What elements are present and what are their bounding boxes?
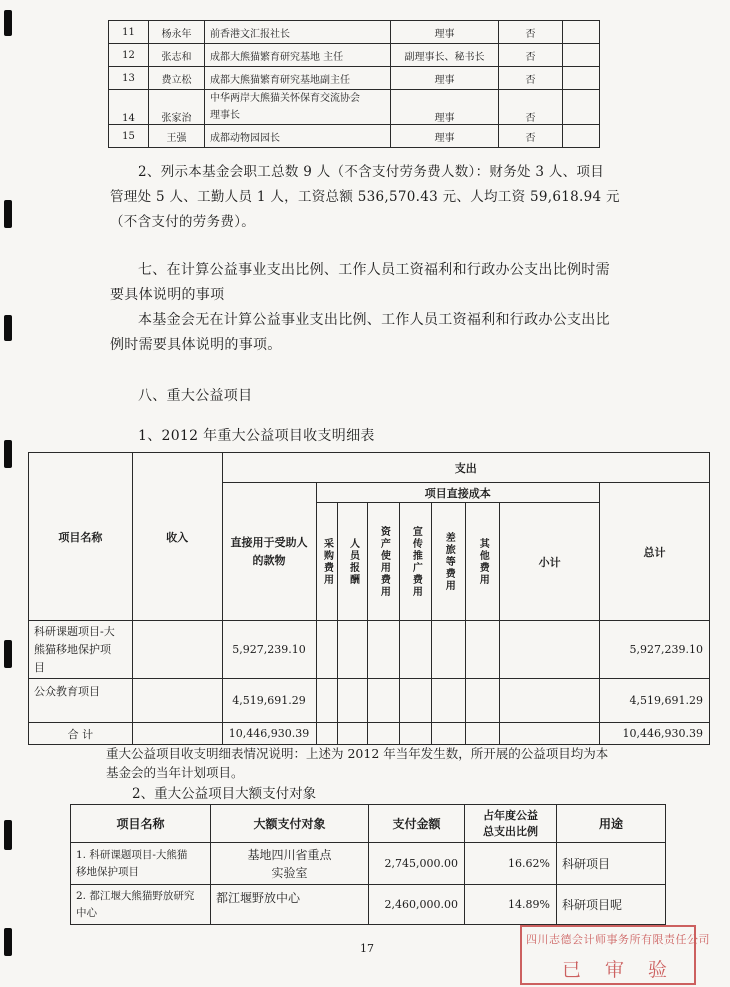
empty-cell bbox=[563, 44, 600, 67]
table-row bbox=[29, 723, 710, 745]
payment-amount: 2,460,000.00 bbox=[369, 885, 465, 925]
name-line: 科研课题项目-大 bbox=[34, 624, 115, 638]
subsection-heading: 2、重大公益项目大额支付对象 bbox=[132, 786, 317, 802]
empty-cell bbox=[432, 679, 466, 723]
project-detail-table bbox=[28, 452, 710, 745]
member-position: 成都大熊猫繁育研究基地副主任 bbox=[205, 67, 391, 90]
name-line: 移地保护项目 bbox=[76, 865, 139, 878]
binding-mark bbox=[4, 200, 12, 228]
section-heading: 七、在计算公益事业支出比例、工作人员工资福利和行政办公支出比例时需 bbox=[138, 262, 610, 278]
direct-amount: 4,519,691.29 bbox=[222, 679, 316, 723]
income-cell bbox=[132, 723, 222, 745]
header-direct: 直接用于受助人的款物 bbox=[222, 483, 316, 621]
page-number: 17 bbox=[360, 942, 374, 955]
header-travel bbox=[432, 503, 466, 621]
income-cell bbox=[132, 621, 222, 679]
payment-table bbox=[70, 804, 666, 925]
empty-cell bbox=[400, 621, 432, 679]
header-target: 大额支付对象 bbox=[211, 805, 369, 843]
empty-cell bbox=[338, 679, 368, 723]
empty-cell bbox=[563, 21, 600, 44]
section-heading: 八、重大公益项目 bbox=[138, 388, 253, 404]
name-line: 2. 都江堰大熊猫野放研究 bbox=[76, 889, 195, 902]
table-row bbox=[29, 453, 710, 483]
table-row bbox=[29, 621, 710, 679]
member-role: 理事 bbox=[391, 90, 499, 125]
header-project: 项目名称 bbox=[71, 805, 211, 843]
empty-cell bbox=[368, 679, 400, 723]
sum-direct: 10,446,930.39 bbox=[222, 723, 316, 745]
header-text: 采购费用 bbox=[321, 537, 333, 586]
empty-cell bbox=[316, 723, 338, 745]
sum-label: 合 计 bbox=[29, 723, 133, 745]
audit-stamp bbox=[520, 925, 710, 985]
header-total: 总计 bbox=[599, 483, 709, 621]
header-line: 总支出比例 bbox=[483, 824, 538, 838]
text-line: 管理处 5 人、工勤人员 1 人，工资总额 536,570.43 元、人均工资 59,618.94 元 bbox=[110, 189, 620, 205]
empty-cell bbox=[500, 679, 600, 723]
empty-cell bbox=[316, 621, 338, 679]
payment-use: 科研项目呢 bbox=[557, 885, 666, 925]
table-row bbox=[29, 679, 710, 723]
note-line: 重大公益项目收支明细表情况说明：上述为 2012 年当年发生数，所开展的公益项目均为本 bbox=[106, 746, 609, 761]
target-line: 基地四川省重点 bbox=[247, 847, 332, 862]
income-cell bbox=[132, 679, 222, 723]
header-expense: 支出 bbox=[222, 453, 709, 483]
member-name: 张志和 bbox=[149, 44, 205, 67]
member-paid: 否 bbox=[499, 67, 563, 90]
member-name: 费立松 bbox=[149, 67, 205, 90]
member-role: 副理事长、秘书长 bbox=[391, 44, 499, 67]
member-position: 成都大熊猫繁育研究基地 主任 bbox=[205, 44, 391, 67]
empty-cell bbox=[563, 125, 600, 148]
empty-cell bbox=[500, 723, 600, 745]
row-number: 14 bbox=[109, 90, 149, 125]
empty-cell bbox=[338, 621, 368, 679]
row-number: 13 bbox=[109, 67, 149, 90]
direct-amount: 5,927,239.10 bbox=[222, 621, 316, 679]
member-role: 理事 bbox=[391, 67, 499, 90]
text-line: 例时需要具体说明的事项。 bbox=[110, 337, 282, 353]
sum-total: 10,446,930.39 bbox=[599, 723, 709, 745]
council-table bbox=[108, 20, 600, 148]
project-name bbox=[71, 843, 211, 885]
header-text: 宣传推广费用 bbox=[410, 525, 422, 598]
member-role: 理事 bbox=[391, 125, 499, 148]
empty-cell bbox=[500, 621, 600, 679]
name-line: 中心 bbox=[76, 906, 97, 919]
stamp-company: 四川志德会计师事务所有限责任公司 bbox=[526, 933, 710, 946]
subsection-heading: 1、2012 年重大公益项目收支明细表 bbox=[138, 428, 375, 444]
header-text: 其他费用 bbox=[477, 537, 489, 586]
header-subtotal: 小计 bbox=[500, 503, 600, 621]
empty-cell bbox=[432, 621, 466, 679]
member-position bbox=[205, 90, 391, 125]
empty-cell bbox=[432, 723, 466, 745]
header-ratio bbox=[465, 805, 557, 843]
member-role: 理事 bbox=[391, 21, 499, 44]
name-line: 目 bbox=[34, 660, 45, 674]
table-row bbox=[109, 21, 600, 44]
binding-mark bbox=[4, 820, 12, 850]
payment-target: 都江堰野放中心 bbox=[211, 885, 369, 925]
text-line: 本基金会无在计算公益事业支出比例、工作人员工资福利和行政办公支出比 bbox=[138, 312, 610, 328]
empty-cell bbox=[368, 723, 400, 745]
project-name: 公众教育项目 bbox=[29, 679, 133, 723]
header-text: 人员报酬 bbox=[347, 537, 359, 586]
target-line: 实验室 bbox=[271, 865, 308, 880]
member-paid: 否 bbox=[499, 90, 563, 125]
name-line: 1. 科研课题项目-大熊猫 bbox=[76, 848, 188, 861]
empty-cell bbox=[368, 621, 400, 679]
note-line: 基金会的当年计划项目。 bbox=[106, 765, 244, 780]
total-amount: 4,519,691.29 bbox=[599, 679, 709, 723]
header-amount: 支付金额 bbox=[369, 805, 465, 843]
member-position: 前香港文汇报社长 bbox=[205, 21, 391, 44]
table-row bbox=[71, 843, 666, 885]
binding-mark bbox=[4, 640, 12, 668]
header-asset bbox=[368, 503, 400, 621]
header-promo bbox=[400, 503, 432, 621]
empty-cell bbox=[563, 90, 600, 125]
project-name bbox=[71, 885, 211, 925]
payment-amount: 2,745,000.00 bbox=[369, 843, 465, 885]
header-project: 项目名称 bbox=[29, 453, 133, 621]
header-direct-cost: 项目直接成本 bbox=[316, 483, 599, 503]
member-position: 成都动物园园长 bbox=[205, 125, 391, 148]
text-line: 2、列示本基金会职工总数 9 人（不含支付劳务费人数）：财务处 3 人、项目 bbox=[138, 164, 605, 180]
empty-cell bbox=[466, 723, 500, 745]
member-name: 杨永年 bbox=[149, 21, 205, 44]
header-text: 资产使用费用 bbox=[378, 525, 390, 598]
member-paid: 否 bbox=[499, 44, 563, 67]
position-line: 理事长 bbox=[210, 110, 240, 121]
empty-cell bbox=[466, 679, 500, 723]
payment-ratio: 14.89% bbox=[465, 885, 557, 925]
member-name: 张家治 bbox=[149, 90, 205, 125]
project-name bbox=[29, 621, 133, 679]
table-row bbox=[109, 90, 600, 125]
payment-use: 科研项目 bbox=[557, 843, 666, 885]
member-paid: 否 bbox=[499, 21, 563, 44]
table-row bbox=[109, 67, 600, 90]
header-text: 差旅等费用 bbox=[443, 531, 455, 592]
row-number: 15 bbox=[109, 125, 149, 148]
header-use: 用途 bbox=[557, 805, 666, 843]
payment-target bbox=[211, 843, 369, 885]
member-name: 王强 bbox=[149, 125, 205, 148]
table-row bbox=[71, 805, 666, 843]
binding-mark bbox=[4, 928, 12, 956]
row-number: 12 bbox=[109, 44, 149, 67]
position-line: 中华两岸大熊猫关怀保育交流协会 bbox=[210, 93, 360, 104]
table-row bbox=[71, 885, 666, 925]
header-income: 收入 bbox=[132, 453, 222, 621]
total-amount: 5,927,239.10 bbox=[599, 621, 709, 679]
empty-cell bbox=[338, 723, 368, 745]
header-purchase bbox=[316, 503, 338, 621]
table-row bbox=[109, 44, 600, 67]
payment-ratio: 16.62% bbox=[465, 843, 557, 885]
staff-paragraph bbox=[110, 160, 630, 235]
header-other bbox=[466, 503, 500, 621]
binding-mark bbox=[4, 315, 12, 341]
row-number: 11 bbox=[109, 21, 149, 44]
section-7 bbox=[110, 258, 630, 358]
empty-cell bbox=[400, 679, 432, 723]
name-line: 熊猫移地保护项 bbox=[34, 642, 111, 656]
section-heading: 要具体说明的事项 bbox=[110, 287, 225, 303]
empty-cell bbox=[316, 679, 338, 723]
stamp-status: 已审验 bbox=[562, 959, 692, 981]
member-paid: 否 bbox=[499, 125, 563, 148]
header-personnel bbox=[338, 503, 368, 621]
table-row bbox=[109, 125, 600, 148]
table-note bbox=[106, 744, 636, 782]
empty-cell bbox=[563, 67, 600, 90]
text-line: （不含支付的劳务费）。 bbox=[110, 214, 256, 230]
empty-cell bbox=[466, 621, 500, 679]
empty-cell bbox=[400, 723, 432, 745]
binding-mark bbox=[4, 10, 12, 36]
binding-mark bbox=[4, 440, 12, 468]
header-line: 占年度公益 bbox=[483, 808, 538, 822]
